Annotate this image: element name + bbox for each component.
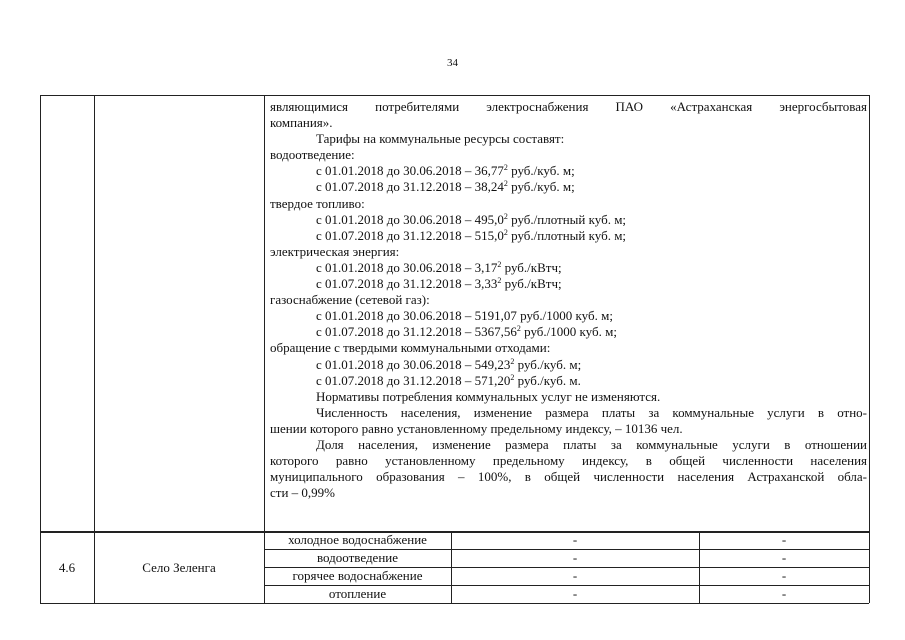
service-value-1: - <box>572 550 578 565</box>
col-divider-2 <box>264 95 265 603</box>
tariff-row: с 01.01.2018 до 30.06.2018 – 5191,07 руб./1000 куб. м; <box>316 308 613 324</box>
tariff-value: 549,23 <box>474 356 511 372</box>
share-paragraph: Доля населения, изменение размера платы за коммунальные услуги в отношении которого равно установленному предельному индексу, в общей численности населения муниципального образования – 100%, в общей численности населения Астраханской обла- сти – 0,99% <box>270 436 867 501</box>
tariff-group-name: электрическая энергия: <box>270 243 400 259</box>
tariff-row: с 01.07.2018 до 31.12.2018 – 3,33$^2$ руб./кВтч; <box>316 276 562 292</box>
tariff-value: 36,77 <box>474 163 504 179</box>
tariff-value: 3,33 <box>474 276 498 292</box>
table-right-border <box>869 95 870 603</box>
tariff-value: 38,24 <box>474 179 504 195</box>
intro-line: компания». <box>270 115 333 131</box>
service-value-2: - <box>781 550 787 565</box>
settlement-name: Село Зеленга <box>142 560 216 575</box>
service-name: холодное водоснабжение <box>288 532 427 547</box>
service-name: водоотведение <box>316 550 399 565</box>
intro-line: являющимися потребителями электроснабжения ПАО «Астраханская энергосбытовая <box>270 99 867 114</box>
tariff-group-name: газоснабжение (сетевой газ): <box>270 292 430 308</box>
tariff-row: с 01.07.2018 до 31.12.2018 – 571,20$^2$ руб./куб. м. <box>316 372 581 388</box>
service-value-2: - <box>781 532 787 547</box>
tariff-group <box>270 147 867 195</box>
tariff-value: 5367,56 <box>474 324 517 340</box>
tariff-row: с 01.07.2018 до 31.12.2018 – 515,0$^2$ руб./плотный куб. м; <box>316 227 627 243</box>
tariff-group-name: водоотведение: <box>270 147 355 163</box>
tariff-row: с 01.01.2018 до 30.06.2018 – 36,77$^2$ руб./куб. м; <box>316 163 575 179</box>
service-value-1: - <box>572 568 578 583</box>
tariffs-heading: Тарифы на коммунальные ресурсы составят: <box>316 131 565 147</box>
col-divider-1 <box>94 95 95 603</box>
tariff-row: с 01.01.2018 до 30.06.2018 – 495,0$^2$ руб./плотный куб. м; <box>316 211 627 227</box>
tariff-group <box>270 244 867 292</box>
service-value-1: - <box>572 532 578 547</box>
service-value-1: - <box>572 586 578 601</box>
tariff-group-name: твердое топливо: <box>270 195 365 211</box>
tariff-row: с 01.01.2018 до 30.06.2018 – 549,23$^2$ руб./куб. м; <box>316 356 582 372</box>
service-name: отопление <box>328 586 387 601</box>
tariff-group-name: обращение с твердыми коммунальными отходами: <box>270 340 551 356</box>
tariff-row: с 01.07.2018 до 31.12.2018 – 5367,56$^2$ руб./1000 куб. м; <box>316 324 617 340</box>
norms-paragraph: Нормативы потребления коммунальных услуг не изменяются. <box>316 388 661 404</box>
tariff-group <box>270 340 867 388</box>
page-number: 34 <box>447 57 458 69</box>
table-bottom-border <box>40 603 869 604</box>
population-paragraph: Численность населения, изменение размера платы за коммунальные услуги в отно- шении которого равно установленному предельному индексу, – 10136 чел. <box>270 404 867 436</box>
tariff-row: с 01.07.2018 до 31.12.2018 – 38,24$^2$ руб./куб. м; <box>316 179 575 195</box>
service-name: горячее водоснабжение <box>292 568 423 583</box>
tariff-row: с 01.01.2018 до 30.06.2018 – 3,17$^2$ руб./кВтч; <box>316 259 562 275</box>
tariff-value: 571,20 <box>474 372 511 388</box>
table-top-border <box>40 95 869 96</box>
tariff-value: 5191,07 <box>474 308 517 324</box>
tariff-text-block <box>270 99 867 501</box>
tariff-value: 3,17 <box>474 259 498 275</box>
tariff-group <box>270 196 867 244</box>
tariff-value: 515,0 <box>474 227 504 243</box>
tariff-group <box>270 292 867 340</box>
tariff-value: 495,0 <box>474 211 504 227</box>
service-value-2: - <box>781 586 787 601</box>
row-number: 4.6 <box>58 560 76 575</box>
service-value-2: - <box>781 568 787 583</box>
table-left-border <box>40 95 41 603</box>
